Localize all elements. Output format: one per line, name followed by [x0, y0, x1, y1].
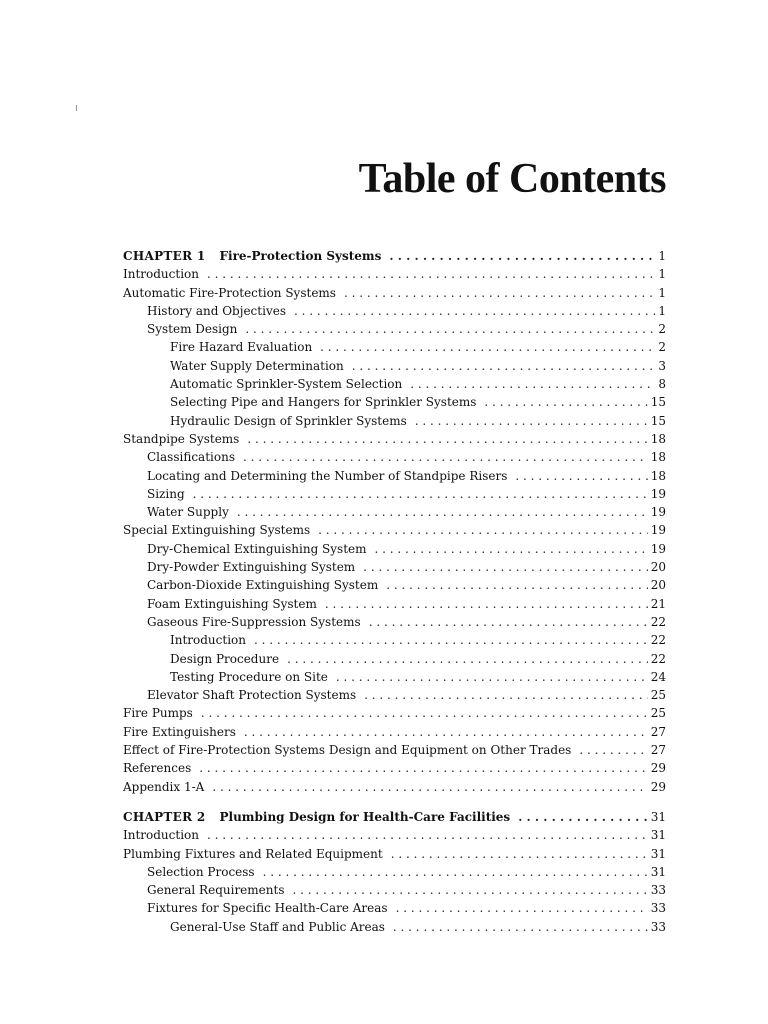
dot-leader	[410, 375, 655, 393]
entry-title: Foam Extinguishing System	[147, 596, 317, 611]
toc-entry	[123, 778, 666, 796]
page-number: 8	[658, 377, 666, 392]
page-number: 2	[658, 340, 666, 355]
dot-leader	[243, 448, 648, 466]
toc-entry	[123, 918, 666, 936]
page-number: 22	[650, 614, 666, 629]
toc-entry	[123, 320, 666, 338]
dot-leader	[212, 778, 647, 796]
dot-leader	[386, 576, 647, 594]
entry-title: Plumbing Fixtures and Related Equipment	[123, 846, 383, 861]
toc-entry	[123, 845, 666, 863]
page-number: 31	[650, 846, 666, 861]
entry-title: Standpipe Systems	[123, 431, 240, 446]
dot-leader	[579, 741, 647, 759]
chapter-heading	[123, 808, 510, 826]
dot-leader	[515, 467, 647, 485]
page-title: Table of Contents	[358, 156, 666, 202]
entry-title: Introduction	[170, 633, 246, 648]
page-number: 27	[650, 724, 666, 739]
toc-entry	[123, 650, 666, 668]
toc-entry	[123, 540, 666, 558]
dot-leader	[369, 613, 648, 631]
toc-entry	[123, 302, 666, 320]
toc-entry	[123, 485, 666, 503]
chapter-title: Plumbing Design for Health-Care Facilities	[219, 809, 511, 824]
entry-title: Selection Process	[147, 864, 255, 879]
dot-leader	[244, 723, 648, 741]
dot-leader	[415, 412, 648, 430]
page-number: 19	[650, 486, 666, 501]
dot-leader	[245, 320, 655, 338]
dot-leader	[336, 668, 648, 686]
chapter-heading	[123, 247, 381, 265]
toc-entry	[123, 503, 666, 521]
entry-title: Introduction	[123, 828, 199, 843]
toc-entry	[123, 412, 666, 430]
dot-leader	[320, 338, 655, 356]
dot-leader	[396, 899, 648, 917]
page-number: 27	[650, 743, 666, 758]
dot-leader	[292, 881, 647, 899]
entry-title: Design Procedure	[170, 651, 280, 666]
toc-entry	[123, 759, 666, 777]
page-number: 1	[658, 285, 666, 300]
chapter-number: CHAPTER 1	[123, 249, 206, 263]
toc-entry	[123, 826, 666, 844]
toc-entry	[123, 265, 666, 283]
dot-leader	[199, 759, 647, 777]
page-number: 1	[658, 267, 666, 282]
toc-entry	[123, 284, 666, 302]
toc-chapter-entry	[123, 808, 666, 826]
page-number: 22	[650, 633, 666, 648]
page-number: 33	[650, 901, 666, 916]
toc-entry	[123, 631, 666, 649]
dot-leader	[201, 704, 648, 722]
toc-entry	[123, 448, 666, 466]
chapter-number: CHAPTER 2	[123, 809, 206, 824]
entry-title: Carbon-Dioxide Extinguishing System	[147, 578, 379, 593]
entry-title: General-Use Staff and Public Areas	[170, 919, 385, 934]
page-number: 15	[650, 395, 666, 410]
toc-entry	[123, 357, 666, 375]
page-number: 29	[650, 779, 666, 794]
dot-leader	[294, 302, 655, 320]
page-number: 25	[650, 706, 666, 721]
dot-leader	[287, 650, 648, 668]
dot-leader	[363, 558, 648, 576]
toc-entry	[123, 863, 666, 881]
dot-leader	[263, 863, 648, 881]
page-number: 31	[650, 864, 666, 879]
entry-title: Introduction	[123, 267, 199, 282]
page-number: 31	[650, 809, 666, 824]
page-number: 22	[650, 651, 666, 666]
dot-leader	[389, 247, 655, 265]
page-number: 20	[650, 578, 666, 593]
dot-leader	[364, 686, 648, 704]
toc-entry	[123, 576, 666, 594]
toc-entry	[123, 704, 666, 722]
page-number: 25	[650, 688, 666, 703]
entry-title: Testing Procedure on Site	[170, 669, 328, 684]
page-number: 19	[650, 505, 666, 520]
entry-title: Fire Pumps	[123, 706, 193, 721]
page-number: 19	[650, 523, 666, 538]
page-number: 18	[650, 450, 666, 465]
entry-title: Classifications	[147, 450, 235, 465]
entry-title: Fire Extinguishers	[123, 724, 236, 739]
entry-title: Special Extinguishing Systems	[123, 523, 311, 538]
entry-title: Appendix 1-A	[123, 779, 205, 794]
toc-entry	[123, 741, 666, 759]
toc-entry	[123, 668, 666, 686]
entry-title: Fixtures for Specific Health-Care Areas	[147, 901, 388, 916]
toc-entry	[123, 881, 666, 899]
toc-entry	[123, 558, 666, 576]
dot-leader	[393, 918, 648, 936]
toc-entry	[123, 521, 666, 539]
dot-leader	[247, 430, 647, 448]
entry-title: Water Supply Determination	[170, 358, 344, 373]
toc-entry	[123, 375, 666, 393]
entry-title: Fire Hazard Evaluation	[170, 340, 313, 355]
page-number: 33	[650, 883, 666, 898]
page-number: 18	[650, 431, 666, 446]
dot-leader	[254, 631, 648, 649]
toc-entry	[123, 393, 666, 411]
entry-title: Automatic Fire-Protection Systems	[123, 285, 336, 300]
entry-title: Hydraulic Design of Sprinkler Systems	[170, 413, 407, 428]
dot-leader	[318, 521, 648, 539]
entry-title: History and Objectives	[147, 303, 286, 318]
chapter-title: Fire-Protection Systems	[219, 249, 382, 263]
page-number: 1	[658, 303, 666, 318]
toc-entry	[123, 613, 666, 631]
page-number: 2	[658, 322, 666, 337]
toc-chapter-entry	[123, 247, 666, 265]
toc-entry	[123, 467, 666, 485]
page-number: 21	[650, 596, 666, 611]
page-number: 18	[650, 468, 666, 483]
page-number: 20	[650, 560, 666, 575]
page-number: 3	[658, 358, 666, 373]
dot-leader	[207, 265, 655, 283]
entry-title: General Requirements	[147, 883, 285, 898]
entry-title: Automatic Sprinkler-System Selection	[170, 377, 403, 392]
toc-entry	[123, 430, 666, 448]
page-number: 33	[650, 919, 666, 934]
table-of-contents	[123, 247, 666, 936]
entry-title: Locating and Determining the Number of Standpipe Risers	[147, 468, 508, 483]
dot-leader	[391, 845, 648, 863]
toc-entry	[123, 595, 666, 613]
dot-leader	[375, 540, 648, 558]
entry-title: Elevator Shaft Protection Systems	[147, 688, 357, 703]
entry-title: Selecting Pipe and Hangers for Sprinkler Systems	[170, 395, 477, 410]
dot-leader	[344, 284, 655, 302]
page-number: 31	[650, 828, 666, 843]
entry-title: Water Supply	[147, 505, 229, 520]
toc-entry	[123, 723, 666, 741]
toc-entry	[123, 899, 666, 917]
page-number: 19	[650, 541, 666, 556]
dot-leader	[352, 357, 656, 375]
entry-title: System Design	[147, 322, 238, 337]
page-number: 15	[650, 413, 666, 428]
dot-leader	[518, 808, 648, 826]
entry-title: Dry-Chemical Extinguishing System	[147, 541, 367, 556]
dot-leader	[484, 393, 647, 411]
page-number: 29	[650, 761, 666, 776]
dot-leader	[207, 826, 648, 844]
dot-leader	[237, 503, 648, 521]
dot-leader	[193, 485, 648, 503]
toc-entry	[123, 338, 666, 356]
page-number: 24	[650, 669, 666, 684]
page-mark	[76, 105, 77, 111]
entry-title: Dry-Powder Extinguishing System	[147, 560, 356, 575]
entry-title: Effect of Fire-Protection Systems Design and Equipment on Other Trades	[123, 743, 572, 758]
entry-title: Gaseous Fire-Suppression Systems	[147, 614, 361, 629]
entry-title: Sizing	[147, 486, 185, 501]
dot-leader	[325, 595, 648, 613]
page-number: 1	[658, 249, 666, 263]
entry-title: References	[123, 761, 192, 776]
toc-entry	[123, 686, 666, 704]
